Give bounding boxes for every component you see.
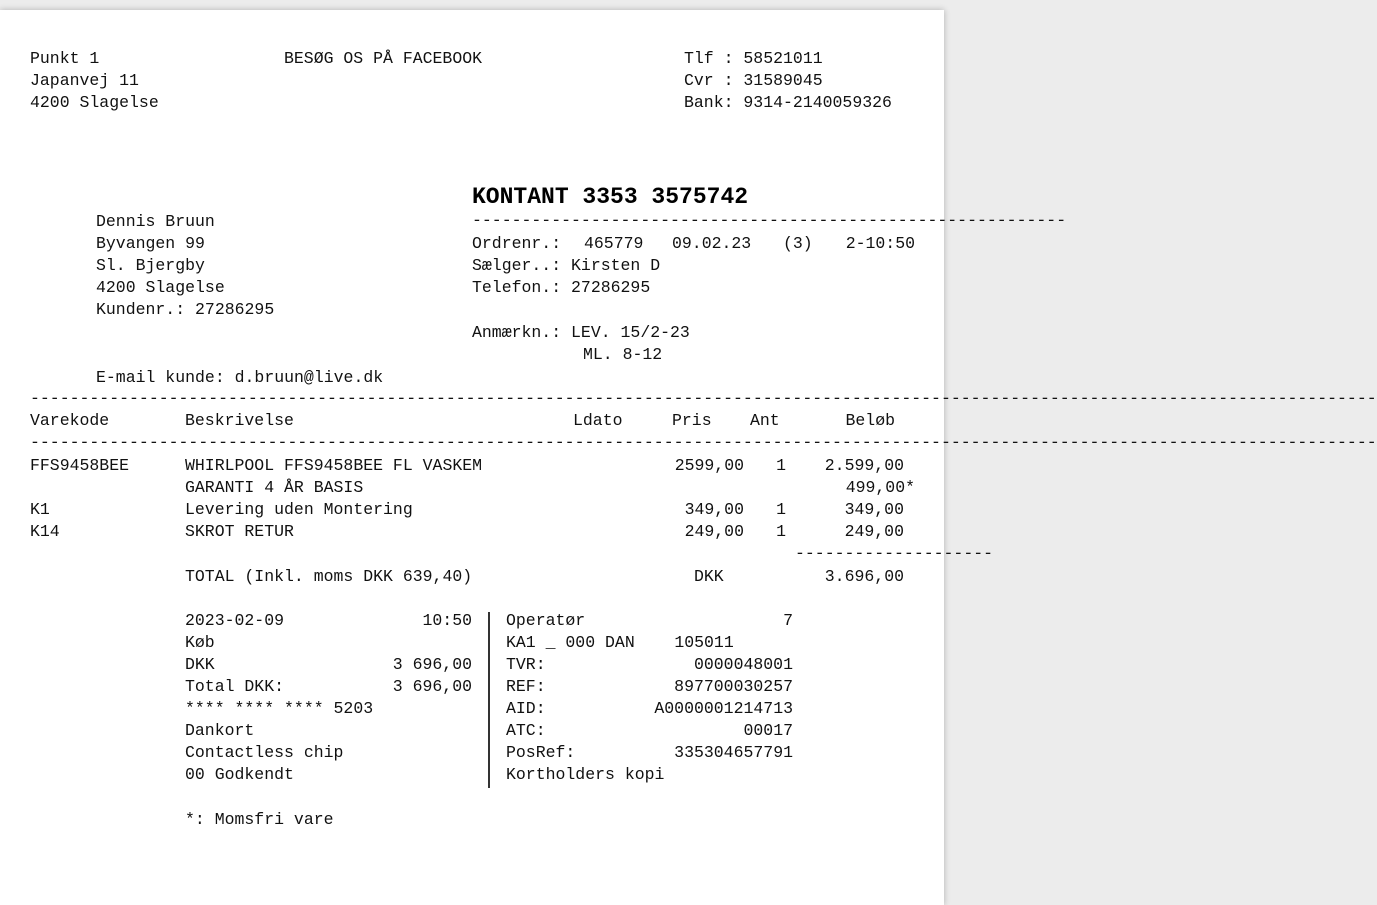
card-method: Contactless chip [185, 743, 344, 762]
tvr-label: TVR: [506, 655, 546, 674]
payment-date: 2023-02-09 [185, 611, 285, 630]
order-count: (3) [783, 234, 813, 253]
payment-currency: DKK [185, 655, 215, 674]
payment-type: Køb [185, 633, 215, 652]
item-code: FFS9458BEE [30, 456, 130, 475]
store-city: 4200 Slagelse [30, 93, 159, 112]
customer-email: E-mail kunde: d.bruun@live.dk [96, 368, 384, 387]
operator-value: 7 [783, 611, 793, 630]
item-code: K14 [30, 522, 60, 541]
total-label: TOTAL (Inkl. moms DKK 639,40) [185, 567, 473, 586]
col-varekode: Varekode [30, 411, 110, 430]
order-remark: Anmærkn.: LEV. 15/2-23 [472, 323, 690, 342]
item-description: GARANTI 4 ÅR BASIS [185, 478, 364, 497]
order-number: 465779 [584, 234, 644, 253]
col-belob: Beløb [845, 411, 895, 430]
item-description: WHIRLPOOL FFS9458BEE FL VASKEM [185, 456, 483, 475]
total-amount: 3.696,00 [824, 567, 904, 586]
cardholder-copy: Kortholders kopi [506, 765, 665, 784]
title-divider: ------------------------------------------------------------ [472, 211, 1067, 230]
order-remark-2: ML. 8-12 [583, 345, 663, 364]
col-ant: Ant [750, 411, 780, 430]
posref-value: 335304657791 [674, 743, 793, 762]
item-amount: 499,00* [845, 478, 915, 497]
item-description: Levering uden Montering [185, 500, 413, 519]
operator-label: Operatør [506, 611, 586, 630]
footnote: *: Momsfri vare [185, 810, 334, 829]
card-type: Dankort [185, 721, 255, 740]
item-price: 2599,00 [674, 456, 744, 475]
item-description: SKROT RETUR [185, 522, 294, 541]
customer-number: Kundenr.: 27286295 [96, 300, 275, 319]
item-amount: 249,00 [844, 522, 904, 541]
item-price: 349,00 [684, 500, 744, 519]
customer-name: Dennis Bruun [96, 212, 215, 231]
seller: Sælger..: Kirsten D [472, 256, 661, 275]
order-phone: Telefon.: 27286295 [472, 278, 651, 297]
terminal-id: KA1 _ 000 DAN 105011 [506, 633, 734, 652]
payment-total: 3 696,00 [392, 677, 472, 696]
posref-label: PosRef: [506, 743, 576, 762]
atc-value: 00017 [743, 721, 793, 740]
table-top-divider: ---------------------------------------------------------------------------------------------------------------------------------------- [30, 389, 1377, 408]
col-ldato: Ldato [573, 411, 623, 430]
payment-time: 10:50 [422, 611, 472, 630]
order-time: 2-10:50 [845, 234, 915, 253]
payment-status: 00 Godkendt [185, 765, 294, 784]
item-quantity: 1 [776, 456, 786, 475]
aid-value: A0000001214713 [654, 699, 793, 718]
item-amount: 2.599,00 [824, 456, 904, 475]
subtotal-divider: -------------------- [795, 544, 994, 563]
store-street: Japanvej 11 [30, 71, 139, 90]
col-beskrivelse: Beskrivelse [185, 411, 294, 430]
table-header-divider: ---------------------------------------------------------------------------------------------------------------------------------------- [30, 433, 1377, 452]
store-name: Punkt 1 [30, 49, 100, 68]
order-number-label: Ordrenr.: [472, 234, 562, 253]
bank-text: Bank: 9314-2140059326 [684, 93, 892, 112]
ref-value: 897700030257 [674, 677, 793, 696]
card-number: **** **** **** 5203 [185, 699, 374, 718]
atc-label: ATC: [506, 721, 546, 740]
item-code: K1 [30, 500, 50, 519]
tvr-value: 0000048001 [693, 655, 793, 674]
facebook-text: BESØG OS PÅ FACEBOOK [284, 49, 483, 68]
payment-amount: 3 696,00 [392, 655, 472, 674]
ref-label: REF: [506, 677, 546, 696]
item-price: 249,00 [684, 522, 744, 541]
item-amount: 349,00 [844, 500, 904, 519]
payment-total-label: Total DKK: [185, 677, 285, 696]
customer-town: Sl. Bjergby [96, 256, 205, 275]
document-title: KONTANT 3353 3575742 [472, 184, 749, 210]
aid-label: AID: [506, 699, 546, 718]
customer-city: 4200 Slagelse [96, 278, 225, 297]
payment-separator [488, 612, 490, 788]
col-pris: Pris [672, 411, 712, 430]
cvr-text: Cvr : 31589045 [684, 71, 823, 90]
customer-street: Byvangen 99 [96, 234, 205, 253]
total-currency: DKK [694, 567, 724, 586]
item-quantity: 1 [776, 500, 786, 519]
order-date: 09.02.23 [672, 234, 752, 253]
item-quantity: 1 [776, 522, 786, 541]
phone-text: Tlf : 58521011 [684, 49, 823, 68]
